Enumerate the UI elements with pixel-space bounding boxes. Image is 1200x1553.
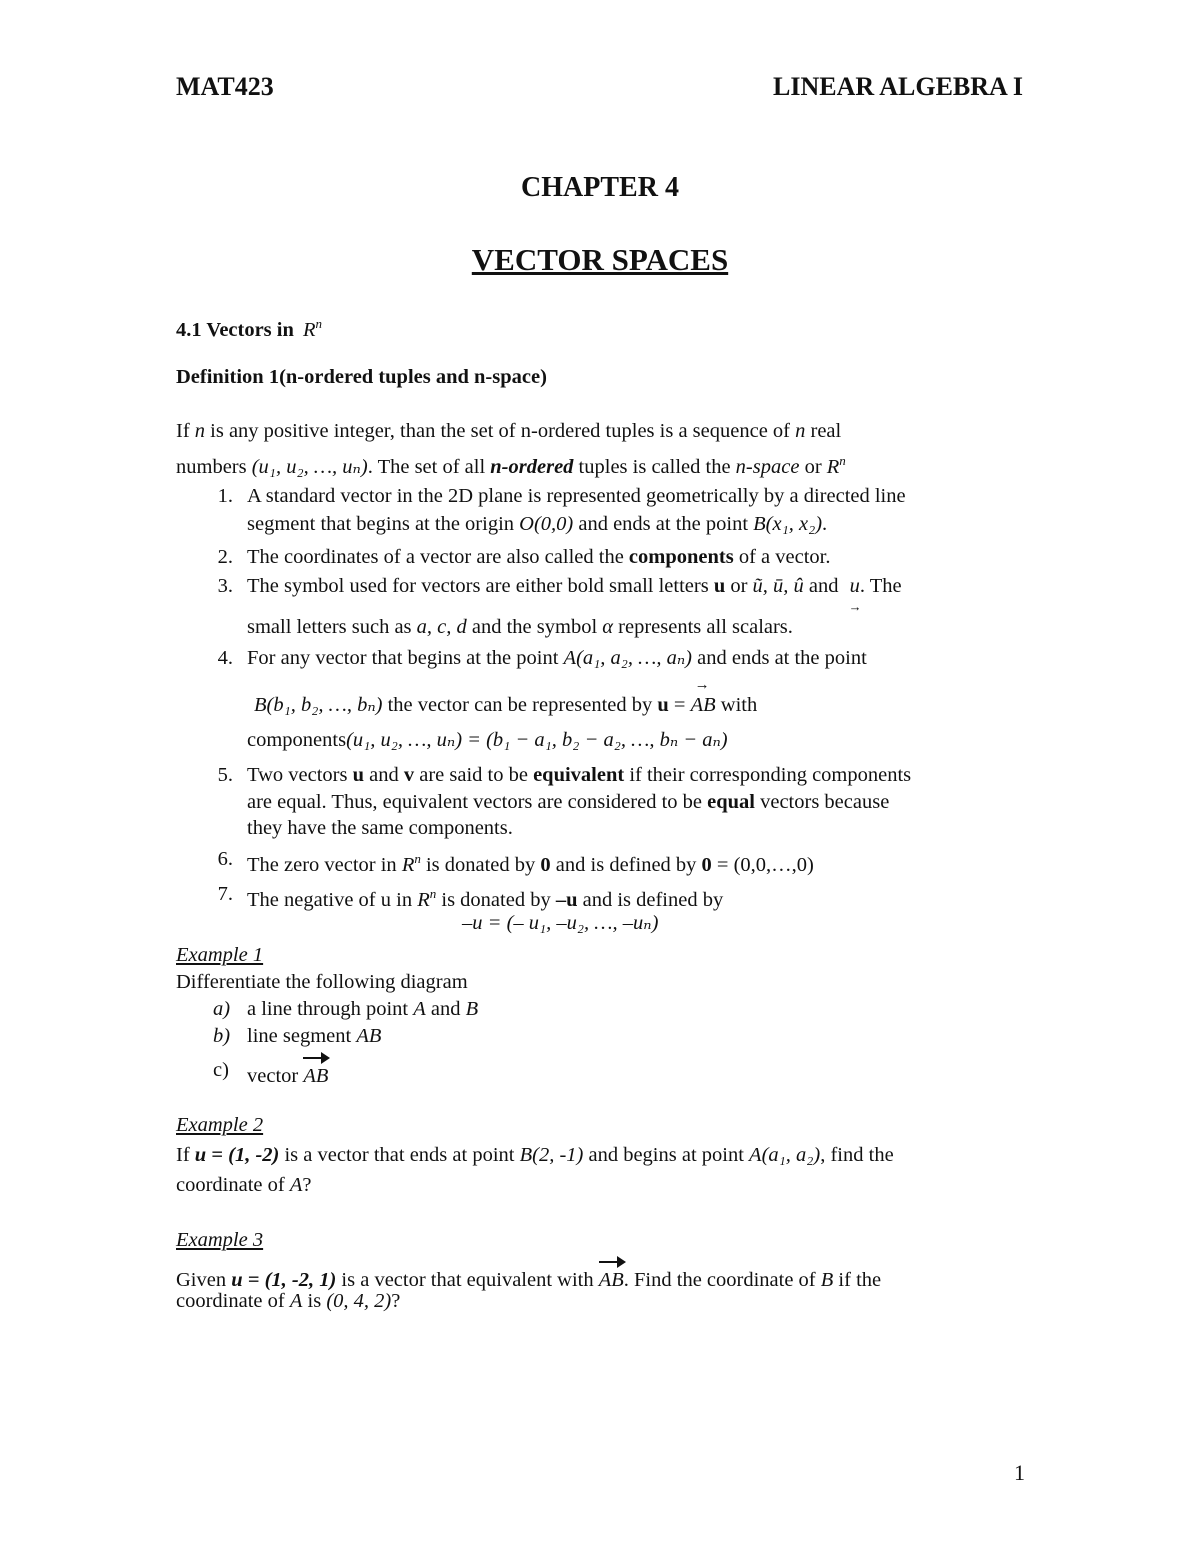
example-3-line-2: coordinate of A is (0, 4, 2)? [176, 1290, 401, 1312]
item-4-line-2: B(b₁, b₂, …, bₙ) the vector can be represented by u = → AB with [254, 692, 757, 718]
example-3-title: Example 3 [176, 1229, 264, 1251]
item-5-line-2: are equal. Thus, equivalent vectors are considered to be equal vectors because [247, 791, 890, 813]
item-7-number: 7. [217, 883, 233, 905]
item-5-line-3: they have the same components. [247, 817, 513, 839]
item-4-number: 4. [217, 647, 233, 669]
intro-line-1: If n is any positive integer, than the set of n-ordered tuples is a sequence of n real [176, 420, 842, 442]
item-1-line-2: segment that begins at the origin O(0,0) and ends at the point B(x₁, x₂). [247, 513, 828, 535]
example-3-line-1: Given u = (1, -2, 1) is a vector that equivalent with AB. Find the coordinate of B if the [176, 1261, 881, 1293]
u-under-arrow: u → [850, 575, 860, 597]
example-1-c-label: c) [213, 1059, 229, 1081]
section-heading: 4.1 Vectors in $R^n$ [176, 316, 323, 341]
item-2-text: The coordinates of a vector are also called the components of a vector. [247, 546, 831, 568]
item-1-line-1: A standard vector in the 2D plane is represented geometrically by a directed line [247, 485, 906, 507]
example-1-a-label: a) [213, 998, 231, 1020]
example-2-title: Example 2 [176, 1114, 264, 1136]
vector-ab-2: AB [599, 1261, 624, 1293]
definition-heading: Definition 1(n-ordered tuples and n-space) [176, 366, 547, 388]
example-2-line-1: If u = (1, -2) is a vector that ends at point B(2, -1) and begins at point A(a₁, a₂), find the [176, 1144, 894, 1166]
page-title: VECTOR SPACES [471, 242, 729, 277]
item-7-text: The negative of u in $R^n$ is donated by –u and is defined by [247, 886, 724, 911]
over-arrow-icon: → [694, 677, 710, 693]
example-1-c-text: vector AB [247, 1057, 328, 1089]
item-3-number: 3. [217, 575, 233, 597]
item-7-equation: –u = (– u₁, –u₂, …, –uₙ) [462, 912, 659, 934]
example-1-prompt: Differentiate the following diagram [176, 971, 468, 993]
item-2-number: 2. [217, 546, 233, 568]
item-3-line-2: small letters such as a, c, d and the symbol α represents all scalars. [247, 616, 793, 638]
course-name: LINEAR ALGEBRA I [773, 72, 1023, 101]
example-1-b-text: line segment AB [247, 1025, 382, 1047]
course-code: MAT423 [176, 72, 274, 101]
item-6-number: 6. [217, 848, 233, 870]
item-1-number: 1. [217, 485, 233, 507]
item-4-line-1: For any vector that begins at the point A(a₁, a₂, …, aₙ) and ends at the point [247, 647, 867, 669]
example-2-line-2: coordinate of A? [176, 1174, 312, 1196]
example-1-title: Example 1 [176, 944, 264, 966]
item-5-number: 5. [217, 764, 233, 786]
example-1-a-text: a line through point A and B [247, 998, 479, 1020]
item-3-line-1: The symbol used for vectors are either bold small letters u or ũ, ū, û and u → . The [247, 573, 902, 599]
example-1-b-label: b) [213, 1025, 231, 1047]
page-number: 1 [1014, 1460, 1025, 1485]
item-6-text: The zero vector in $R^n$ is donated by 0 and is defined by 0 = (0,0,…,0) [247, 851, 814, 876]
chapter-title: CHAPTER 4 [521, 172, 679, 203]
under-arrow-icon: → [848, 599, 862, 614]
item-5-line-1: Two vectors u and v are said to be equivalent if their corresponding components [247, 764, 912, 786]
item-4-line-3: components(u₁, u₂, …, uₙ) = (b₁ − a₁, b₂ − a₂, …, bₙ − aₙ) [247, 729, 728, 751]
vector-ab: AB [303, 1057, 328, 1089]
intro-line-2: numbers (u₁, u₂, …, uₙ). The set of all n-ordered tuples is called the n-space or $R^n$ [176, 453, 846, 478]
